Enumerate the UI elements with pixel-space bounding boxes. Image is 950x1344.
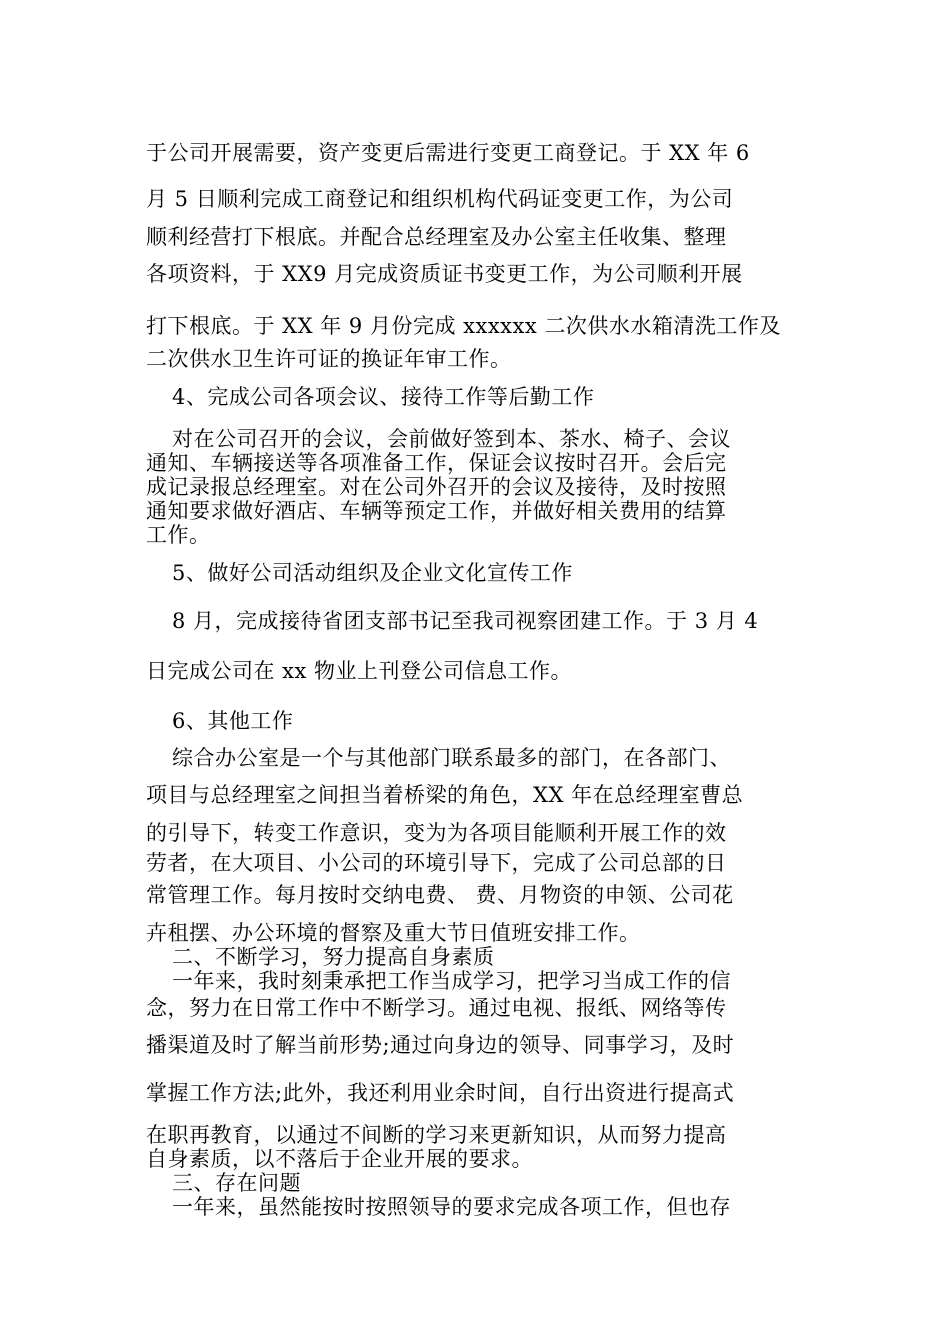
body-text-line: 8 月，完成接待省团支部书记至我司视察团建工作。于 3 月 4 — [172, 609, 759, 633]
section-heading: 二、不断学习，努力提高自身素质 — [172, 945, 495, 969]
section-heading: 6、其他工作 — [172, 709, 294, 733]
body-text-line: 播渠道及时了解当前形势;通过向身边的领导、同事学习，及时 — [146, 1033, 735, 1057]
section-heading: 5、做好公司活动组织及企业文化宣传工作 — [172, 561, 573, 585]
body-text-line: 二次供水卫生许可证的换证年审工作。 — [146, 347, 512, 371]
body-text-line: 卉租摆、办公环境的督察及重大节日值班安排工作。 — [146, 921, 641, 945]
body-text-line: 一年来，我时刻秉承把工作当成学习，把学习当成工作的信 — [172, 969, 731, 993]
body-text-line: 月 5 日顺利完成工商登记和组织机构代码证变更工作，为公司 — [146, 187, 734, 211]
body-text-line: 自身素质，以不落后于企业开展的要求。 — [146, 1147, 533, 1171]
body-text-line: 顺利经营打下根底。并配合总经理室及办公室主任收集、整理 — [146, 225, 727, 249]
section-heading: 三、存在问题 — [172, 1171, 301, 1195]
body-text-line: 各项资料，于 XX9 月完成资质证书变更工作，为公司顺利开展 — [146, 262, 743, 286]
body-text-line: 日完成公司在 xx 物业上刊登公司信息工作。 — [146, 659, 573, 683]
body-text-line: 通知要求做好酒店、车辆等预定工作，并做好相关费用的结算 — [146, 499, 727, 523]
body-text-line: 在职再教育，以通过不间断的学习来更新知识，从而努力提高 — [146, 1123, 727, 1147]
body-text-line: 工作。 — [146, 523, 211, 547]
body-text-line: 打下根底。于 XX 年 9 月份完成 xxxxxx 二次供水水箱清洗工作及 — [146, 314, 781, 338]
body-text-line: 念，努力在日常工作中不断学习。通过电视、报纸、网络等传 — [146, 996, 727, 1020]
body-text-line: 通知、车辆接送等各项准备工作，保证会议按时召开。会后完 — [146, 451, 727, 475]
body-text-line: 劳者，在大项目、小公司的环境引导下，完成了公司总部的日 — [146, 851, 727, 875]
body-text-line: 综合办公室是一个与其他部门联系最多的部门，在各部门、 — [172, 746, 731, 770]
body-text-line: 于公司开展需要，资产变更后需进行变更工商登记。于 XX 年 6 — [146, 141, 750, 165]
body-text-line: 掌握工作方法;此外，我还利用业余时间，自行出资进行提高式 — [146, 1081, 735, 1105]
body-text-line: 对在公司召开的会议，会前做好签到本、茶水、椅子、会议 — [172, 427, 731, 451]
section-heading: 4、完成公司各项会议、接待工作等后勤工作 — [172, 385, 595, 409]
body-text-line: 一年来，虽然能按时按照领导的要求完成各项工作，但也存 — [172, 1195, 731, 1219]
body-text-line: 成记录报总经理室。对在公司外召开的会议及接待，及时按照 — [146, 475, 727, 499]
body-text-line: 项目与总经理室之间担当着桥梁的角色，XX 年在总经理室曹总 — [146, 783, 744, 807]
body-text-line: 常管理工作。每月按时交纳电费、 费、月物资的申领、公司花 — [146, 883, 734, 907]
body-text-line: 的引导下，转变工作意识，变为为各项目能顺利开展工作的效 — [146, 821, 727, 845]
